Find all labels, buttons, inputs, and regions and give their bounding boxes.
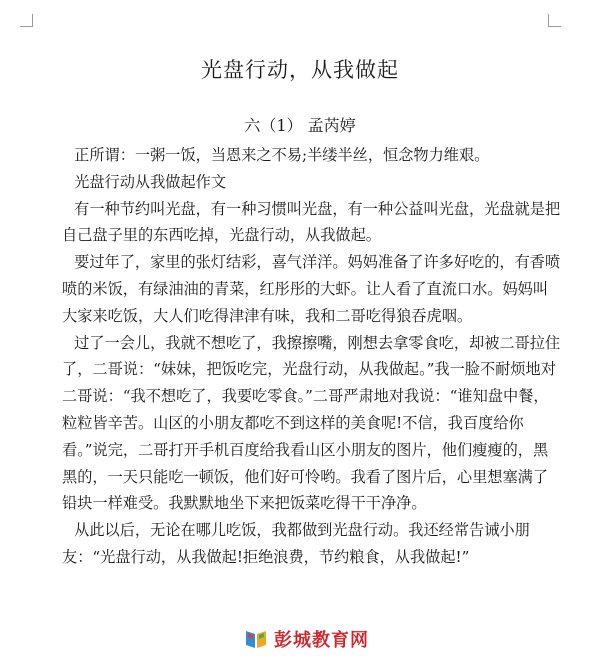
crop-mark-top-right [548,14,561,27]
book-icon [244,628,268,650]
paragraph-quote: 正所谓：一粥一饭，当恩来之不易;半缕半丝，恒念物力维艰。 [74,146,490,164]
paragraph-brother: 过了一会儿，我就不想吃了，我擦擦嘴，刚想去拿零食吃，却被二哥拉住了，二哥说：“妹妹，把饭吃完，光盘行动，从我做起。”我一脸不耐烦地对二哥说：“我不想吃了，我要吃零食。”二哥严肃地对我说：“谁知盘中餐，粒粒皆辛苦。山区的小朋友都吃不到这样的美食呢!不信，我百度给你看。”说完，二哥打开手机百度给我看山区小朋友的图片，他们瘦瘦的，黑黑的，一天只能吃一顿饭，他们好可怜哟。我看了图片后，心里想塞满了铅块一样难受。我默默地坐下来把饭菜吃得干干净净。 [62,333,561,513]
paragraph-conclusion: 从此以后，无论在哪儿吃饭，我都做到光盘行动。我还经常告诫小朋友：“光盘行动，从我做起!拒绝浪费，节约粮食，从我做起!” [62,521,530,566]
paragraph-intro: 有一种节约叫光盘，有一种习惯叫光盘，有一种公益叫光盘，光盘就是把自己盘子里的东西吃掉，光盘行动，从我做起。 [62,199,561,245]
paragraph-subtitle: 光盘行动从我做起作文 [74,172,227,191]
body-text [62,142,562,571]
site-logo [244,627,369,651]
paragraph-new-year: 要过年了，家里的张灯结彩，喜气洋洋。妈妈准备了许多好吃的，有香喷喷的米饭，有绿油油的青菜，红彤彤的大虾。让人看了直流口水。妈妈叫大家来吃饭，大人们吃得津津有味，我和二哥吃得狼吞虎咽。 [62,253,561,325]
author-line: 六（1） 孟芮婷 [244,116,356,135]
logo-text: 彭城教育网 [274,630,369,651]
crop-mark-top-left [20,14,33,27]
document-title: 光盘行动，从我做起 [201,58,399,82]
